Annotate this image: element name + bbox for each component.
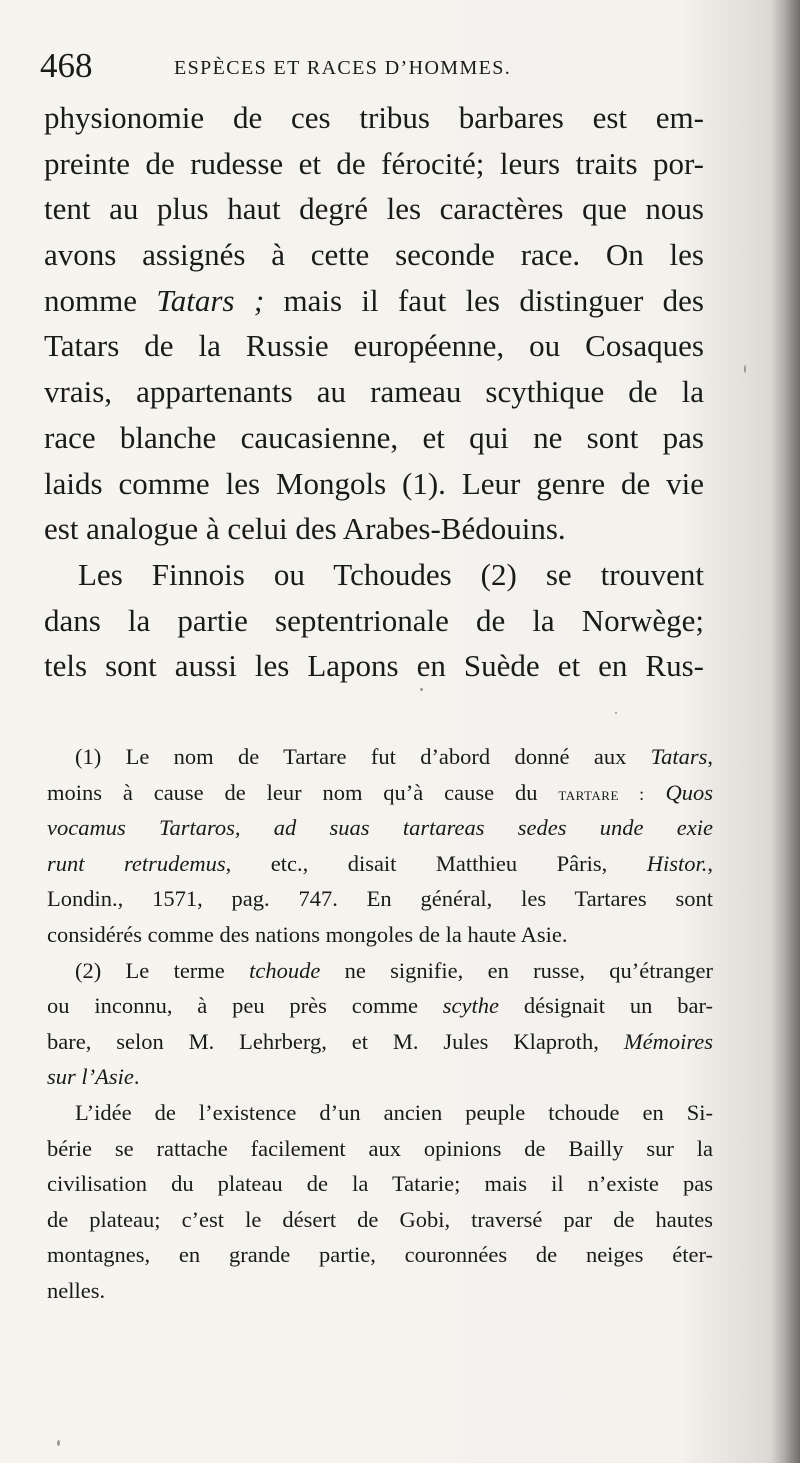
paper-speck <box>57 1440 60 1446</box>
text-line: nomme Tatars ; mais il faut les distinguer des <box>44 282 704 318</box>
footnote-line: de plateau; c’est le désert de Gobi, traversé par de hautes <box>47 1206 713 1232</box>
running-title: ESPÈCES ET RACES D’HOMMES. <box>174 57 512 79</box>
main-text-block <box>44 95 704 689</box>
text-line: physionomie de ces tribus barbares est em- <box>44 100 704 135</box>
paper-speck <box>744 365 746 373</box>
text-line: laids comme les Mongols (1). Leur genre de vie <box>44 465 704 501</box>
text-line: preinte de rudesse et de férocité; leurs traits por- <box>44 145 704 181</box>
footnote-line: moins à cause de leur nom qu’à cause du tartare : Quos <box>47 779 713 805</box>
page-number: 468 <box>40 46 93 85</box>
footnote-line: Londin., 1571, pag. 747. En général, les Tartares sont <box>47 886 713 912</box>
page-gutter-shadow <box>772 0 800 1463</box>
text-line: Tatars de la Russie européenne, ou Cosaques <box>44 328 704 364</box>
text-line: tent au plus haut degré les caractères que nous <box>44 191 704 227</box>
footnote-line: considérés comme des nations mongoles de la haute Asie. <box>47 921 568 947</box>
paper-speck <box>420 688 423 691</box>
footnote-line: ou inconnu, à peu près comme scythe désignait un bar- <box>47 993 713 1019</box>
text-line: race blanche caucasienne, et qui ne sont pas <box>44 419 704 455</box>
footnote-line: (1) Le nom de Tartare fut d’abord donné aux Tatars, <box>75 744 713 769</box>
text-line: est analogue à celui des Arabes-Bédouins. <box>44 511 566 547</box>
footnote-line: bare, selon M. Lehrberg, et M. Jules Klaproth, Mémoires <box>47 1028 713 1054</box>
footnote-line: montagnes, en grande partie, couronnées de neiges éter- <box>47 1242 713 1268</box>
footnotes-block <box>47 739 713 1309</box>
footnote-line: runt retrudemus, etc., disait Matthieu Pâris, Histor., <box>47 850 713 876</box>
paper-speck <box>615 712 617 714</box>
text-line: vrais, appartenants au rameau scythique de la <box>44 374 704 410</box>
text-line: Les Finnois ou Tchoudes (2) se trouvent <box>78 556 704 592</box>
footnote-line: L’idée de l’existence d’un ancien peuple tchoude en Si- <box>75 1099 713 1125</box>
text-line: avons assignés à cette seconde race. On les <box>44 237 704 273</box>
footnote-line: (2) Le terme tchoude ne signifie, en russe, qu’étranger <box>75 957 713 983</box>
text-line: dans la partie septentrionale de la Norwège; <box>44 602 704 638</box>
page-header <box>40 46 660 86</box>
footnote-line: bérie se rattache facilement aux opinions de Bailly sur la <box>47 1135 713 1161</box>
footnote-line: vocamus Tartaros, ad suas tartareas sedes unde exie <box>47 815 713 841</box>
footnote-line: civilisation du plateau de la Tatarie; mais il n’existe pas <box>47 1171 713 1197</box>
text-line: tels sont aussi les Lapons en Suède et en Rus- <box>44 648 704 684</box>
footnote-line: nelles. <box>47 1277 106 1303</box>
footnote-line: sur l’Asie. <box>47 1064 140 1090</box>
